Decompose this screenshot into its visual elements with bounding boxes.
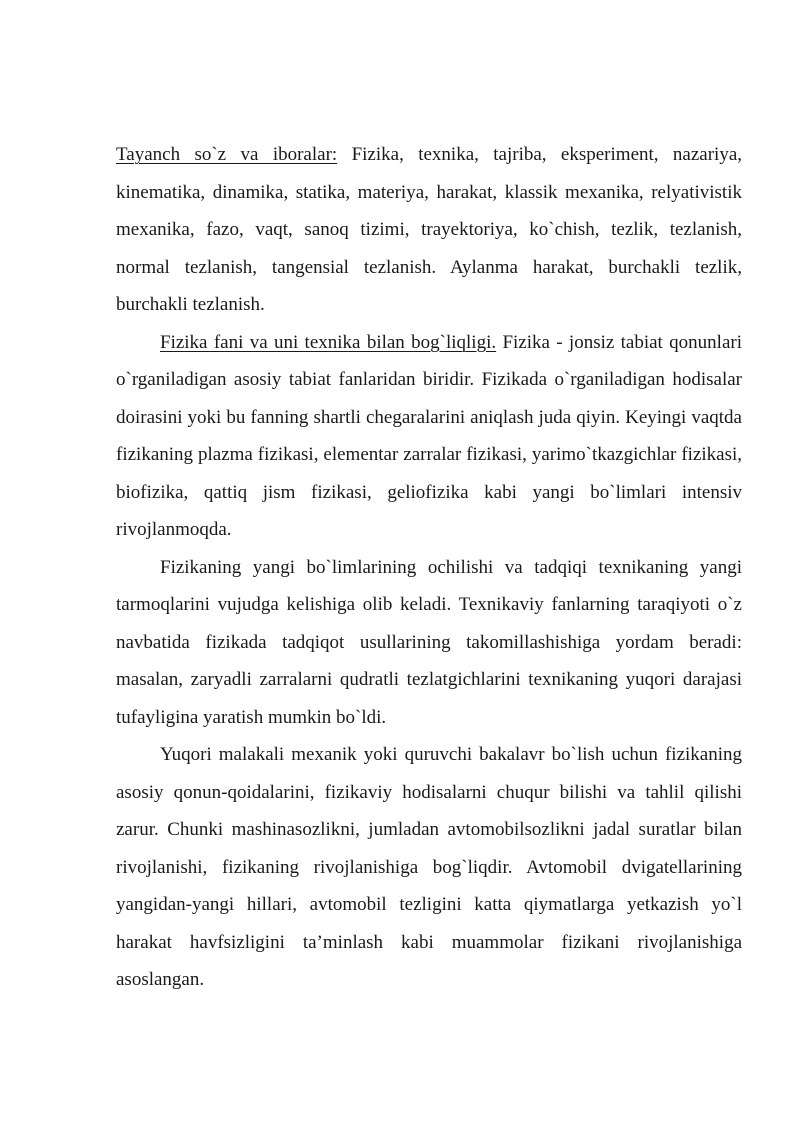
keywords-heading: Tayanch so`z va iboralar:: [116, 144, 338, 165]
document-page: [116, 136, 742, 999]
keywords-paragraph: [116, 136, 742, 324]
body-paragraph: Yuqori malakali mexanik yoki quruvchi bakalavr bo`lish uchun fizikaning asosiy qonun-qoidalarini, fizikaviy hodisalarni chuqur bilishi va tahlil qilishi zarur. Chunki mashinasozlikni, jumladan avtomobilsozlikni jadal suratlar bilan rivojlanishi, fizikaning rivojlanishiga bog`liqdir. Avtomobil dvigatellarining yangidan-yangi hillari, avtomobil tezligini katta qiymatlarga yetkazish yo`l harakat havfsizligini ta’minlash kabi muammolar fizikani rivojlanishiga asoslangan.: [116, 744, 742, 990]
section-heading: Fizika fani va uni texnika bilan bog`liqligi.: [160, 331, 497, 353]
section-paragraph: [116, 324, 742, 549]
keywords-text: Fizika, texnika, tajriba, eksperiment, nazariya, kinematika, dinamika, statika, materiya, harakat, klassik mexanika, relyativistik mexanika, fazo, vaqt, sanoq tizimi, trayektoriya, ko`chish, tezlik, tezlanish, normal tezlanish, tangensial tezlanish. Aylanma harakat, burchakli tezlik, burchakli tezlanish.: [116, 144, 743, 315]
body-paragraph: Fizikaning yangi bo`limlarining ochilishi va tadqiqi texnikaning yangi tarmoqlarini vujudga kelishiga olib keladi. Texnikaviy fanlarning taraqiyoti o`z navbatida fizikada tadqiqot usullarining takomillashishiga yordam beradi: masalan, zaryadli zarralarni qudratli tezlatgichlarini texnikaning yuqori darajasi tufayligina yaratish mumkin bo`ldi.: [116, 556, 742, 728]
section-text: Fizika - jonsiz tabiat qonunlari o`rganiladigan asosiy tabiat fanlaridan biridir. Fizikada o`rganiladigan hodisalar doirasini yoki bu fanning shartli chegaralarini aniqlash juda qiyin. Keyingi vaqtda fizikaning plazma fizikasi, elementar zarralar fizikasi, yarimo`tkazgichlar fizikasi, biofizika, qattiq jism fizikasi, geliofizika kabi yangi bo`limlari intensiv rivojlanmoqda.: [116, 331, 742, 540]
